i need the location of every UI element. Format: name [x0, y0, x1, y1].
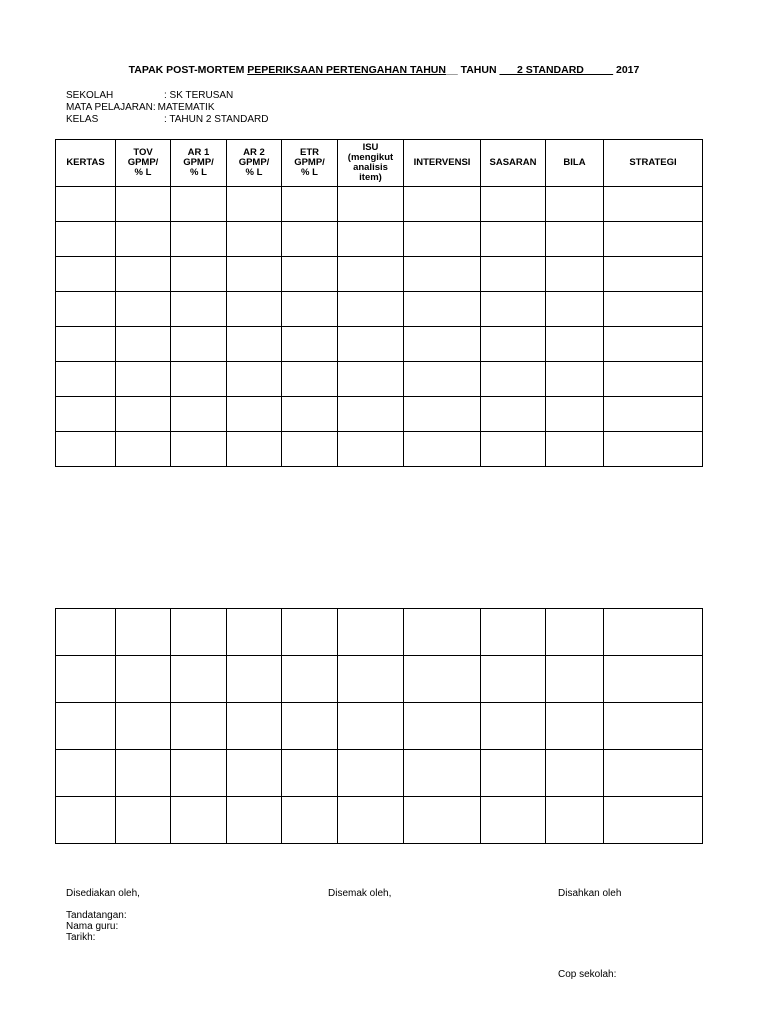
- empty-cell[interactable]: [404, 703, 481, 750]
- column-header-line: item): [359, 172, 382, 183]
- empty-cell[interactable]: [404, 609, 481, 656]
- column-header-line: AR 1: [187, 147, 210, 158]
- column-header-line: ISU: [362, 142, 379, 153]
- empty-cell[interactable]: [282, 362, 338, 397]
- column-header: [338, 140, 404, 187]
- empty-cell[interactable]: [116, 797, 171, 844]
- column-header-line: GPMP/: [127, 157, 159, 168]
- table-row: [56, 222, 703, 257]
- empty-cell[interactable]: [227, 609, 282, 656]
- empty-cell[interactable]: [56, 327, 116, 362]
- empty-cell[interactable]: [282, 327, 338, 362]
- empty-cell[interactable]: [282, 656, 338, 703]
- empty-cell[interactable]: [56, 292, 116, 327]
- empty-cell[interactable]: [116, 397, 171, 432]
- empty-cell[interactable]: [116, 750, 171, 797]
- upper-table: [55, 139, 703, 467]
- empty-cell[interactable]: [282, 797, 338, 844]
- empty-cell[interactable]: [404, 362, 481, 397]
- info-subject-label: MATA PELAJARAN:: [66, 102, 156, 113]
- table-row: [56, 656, 703, 703]
- column-header: [116, 140, 171, 187]
- title-exam-name: PEPERIKSAAN PERTENGAHAN TAHUN: [247, 64, 446, 76]
- empty-cell[interactable]: [604, 432, 703, 467]
- column-header-line: analisis: [353, 162, 388, 173]
- column-header-line: % L: [190, 167, 207, 178]
- date-label: Tarikh:: [66, 932, 96, 943]
- column-header: [546, 140, 604, 187]
- column-header: [604, 140, 703, 187]
- empty-cell[interactable]: [481, 703, 546, 750]
- empty-cell[interactable]: [481, 750, 546, 797]
- title-part-1: TAPAK POST-MORTEM: [128, 64, 248, 76]
- empty-cell[interactable]: [481, 797, 546, 844]
- empty-cell[interactable]: [338, 609, 404, 656]
- empty-cell[interactable]: [404, 257, 481, 292]
- table-row: [56, 397, 703, 432]
- column-header-line: (mengikut: [347, 152, 394, 163]
- empty-cell[interactable]: [481, 432, 546, 467]
- empty-cell[interactable]: [116, 362, 171, 397]
- empty-cell[interactable]: [338, 432, 404, 467]
- empty-cell[interactable]: [56, 187, 116, 222]
- column-header: [481, 140, 546, 187]
- empty-cell[interactable]: [404, 432, 481, 467]
- empty-cell[interactable]: [338, 222, 404, 257]
- column-header-line: GPMP/: [294, 157, 325, 168]
- empty-cell[interactable]: [56, 257, 116, 292]
- empty-cell[interactable]: [227, 257, 282, 292]
- empty-cell[interactable]: [171, 327, 227, 362]
- column-header-line: GPMP/: [238, 157, 270, 168]
- empty-cell[interactable]: [546, 609, 604, 656]
- empty-cell[interactable]: [116, 432, 171, 467]
- empty-cell[interactable]: [546, 656, 604, 703]
- empty-cell[interactable]: [404, 292, 481, 327]
- column-header: [227, 140, 282, 187]
- column-header-line: KERTAS: [66, 157, 105, 168]
- empty-cell[interactable]: [227, 362, 282, 397]
- table-row: [56, 292, 703, 327]
- empty-cell[interactable]: [116, 257, 171, 292]
- column-header: [282, 140, 338, 187]
- header-row: [56, 140, 703, 187]
- empty-cell[interactable]: [227, 397, 282, 432]
- empty-cell[interactable]: [338, 797, 404, 844]
- column-header: [56, 140, 116, 187]
- column-header-line: GPMP/: [183, 157, 214, 168]
- empty-cell[interactable]: [604, 609, 703, 656]
- empty-cell[interactable]: [116, 703, 171, 750]
- info-school: [66, 90, 233, 102]
- column-header: [171, 140, 227, 187]
- empty-cell[interactable]: [282, 292, 338, 327]
- empty-cell[interactable]: [116, 292, 171, 327]
- empty-cell[interactable]: [171, 257, 227, 292]
- lower-table: [55, 608, 703, 844]
- empty-cell[interactable]: [481, 656, 546, 703]
- empty-cell[interactable]: [171, 292, 227, 327]
- empty-cell[interactable]: [56, 609, 116, 656]
- empty-cell[interactable]: [546, 327, 604, 362]
- empty-cell[interactable]: [282, 432, 338, 467]
- empty-cell[interactable]: [116, 609, 171, 656]
- empty-cell[interactable]: [546, 292, 604, 327]
- empty-cell[interactable]: [546, 750, 604, 797]
- column-header-line: TOV: [133, 147, 153, 158]
- empty-cell[interactable]: [404, 656, 481, 703]
- table-row: [56, 257, 703, 292]
- column-header-line: % L: [301, 167, 318, 178]
- empty-cell[interactable]: [116, 656, 171, 703]
- empty-cell[interactable]: [546, 222, 604, 257]
- empty-cell[interactable]: [338, 362, 404, 397]
- empty-cell[interactable]: [481, 327, 546, 362]
- empty-cell[interactable]: [56, 222, 116, 257]
- empty-cell[interactable]: [546, 257, 604, 292]
- empty-cell[interactable]: [227, 327, 282, 362]
- column-header-line: SASARAN: [489, 157, 537, 168]
- empty-cell[interactable]: [546, 797, 604, 844]
- checked-by-label: Disemak oleh,: [328, 888, 392, 899]
- empty-cell[interactable]: [604, 797, 703, 844]
- empty-cell[interactable]: [404, 797, 481, 844]
- empty-cell[interactable]: [171, 397, 227, 432]
- info-school-value: : SK TERUSAN: [164, 90, 234, 101]
- empty-cell[interactable]: [227, 222, 282, 257]
- teacher-name-label: Nama guru:: [66, 921, 119, 932]
- empty-cell[interactable]: [171, 797, 227, 844]
- empty-cell[interactable]: [604, 327, 703, 362]
- column-header-line: % L: [134, 167, 152, 178]
- empty-cell[interactable]: [338, 656, 404, 703]
- empty-cell[interactable]: [227, 292, 282, 327]
- empty-cell[interactable]: [604, 656, 703, 703]
- empty-cell[interactable]: [338, 292, 404, 327]
- table-row: [56, 750, 703, 797]
- empty-cell[interactable]: [481, 292, 546, 327]
- column-header: [404, 140, 481, 187]
- empty-cell[interactable]: [338, 257, 404, 292]
- empty-cell[interactable]: [227, 750, 282, 797]
- empty-cell[interactable]: [338, 327, 404, 362]
- empty-cell[interactable]: [546, 187, 604, 222]
- empty-cell[interactable]: [282, 750, 338, 797]
- empty-cell[interactable]: [481, 609, 546, 656]
- empty-cell[interactable]: [171, 432, 227, 467]
- empty-cell[interactable]: [481, 362, 546, 397]
- signature-label: Tandatangan:: [66, 910, 127, 921]
- empty-cell[interactable]: [171, 750, 227, 797]
- school-stamp-label: Cop sekolah:: [558, 969, 617, 980]
- empty-cell[interactable]: [171, 656, 227, 703]
- empty-cell[interactable]: [481, 187, 546, 222]
- empty-cell[interactable]: [282, 703, 338, 750]
- info-class-label: KELAS: [66, 114, 99, 125]
- info-school-label: SEKOLAH: [66, 90, 114, 101]
- table-row: [56, 362, 703, 397]
- empty-cell[interactable]: [404, 397, 481, 432]
- title-year: 2017: [613, 64, 640, 76]
- table-row: [56, 703, 703, 750]
- empty-cell[interactable]: [56, 362, 116, 397]
- info-class: [66, 114, 268, 126]
- empty-cell[interactable]: [171, 362, 227, 397]
- empty-cell[interactable]: [604, 187, 703, 222]
- empty-cell[interactable]: [227, 187, 282, 222]
- empty-cell[interactable]: [116, 222, 171, 257]
- table-row: [56, 327, 703, 362]
- empty-cell[interactable]: [546, 362, 604, 397]
- empty-cell[interactable]: [227, 432, 282, 467]
- empty-cell[interactable]: [338, 750, 404, 797]
- empty-cell[interactable]: [116, 187, 171, 222]
- empty-cell[interactable]: [282, 187, 338, 222]
- info-class-value: : TAHUN 2 STANDARD: [164, 114, 269, 125]
- column-header-line: % L: [245, 167, 263, 178]
- table-row: [56, 432, 703, 467]
- empty-cell[interactable]: [604, 222, 703, 257]
- table-row: [56, 187, 703, 222]
- title-part-3: __ TAHUN: [445, 64, 500, 76]
- empty-cell[interactable]: [227, 797, 282, 844]
- empty-cell[interactable]: [56, 397, 116, 432]
- info-subject: [66, 102, 215, 114]
- empty-cell[interactable]: [116, 327, 171, 362]
- empty-cell[interactable]: [404, 187, 481, 222]
- empty-cell[interactable]: [227, 656, 282, 703]
- empty-cell[interactable]: [282, 222, 338, 257]
- prepared-by-label: Disediakan oleh,: [66, 888, 140, 899]
- empty-cell[interactable]: [171, 187, 227, 222]
- title-class: ___2 STANDARD_____: [499, 64, 614, 76]
- column-header-line: STRATEGI: [629, 157, 677, 168]
- empty-cell[interactable]: [604, 362, 703, 397]
- empty-cell[interactable]: [338, 397, 404, 432]
- column-header-line: BILA: [563, 157, 586, 168]
- empty-cell[interactable]: [282, 609, 338, 656]
- empty-cell[interactable]: [171, 703, 227, 750]
- empty-cell[interactable]: [56, 656, 116, 703]
- empty-cell[interactable]: [604, 257, 703, 292]
- empty-cell[interactable]: [604, 397, 703, 432]
- empty-cell[interactable]: [404, 327, 481, 362]
- empty-cell[interactable]: [56, 797, 116, 844]
- empty-cell[interactable]: [404, 750, 481, 797]
- empty-cell[interactable]: [481, 397, 546, 432]
- empty-cell[interactable]: [338, 187, 404, 222]
- approved-by-label: Disahkan oleh: [558, 888, 622, 899]
- empty-cell[interactable]: [546, 703, 604, 750]
- empty-cell[interactable]: [56, 750, 116, 797]
- empty-cell[interactable]: [604, 703, 703, 750]
- info-subject-value: MATEMATIK: [157, 102, 215, 113]
- empty-cell[interactable]: [404, 222, 481, 257]
- empty-cell[interactable]: [56, 703, 116, 750]
- empty-cell[interactable]: [282, 257, 338, 292]
- empty-cell[interactable]: [338, 703, 404, 750]
- empty-cell[interactable]: [171, 222, 227, 257]
- table-row: [56, 797, 703, 844]
- column-header-line: ETR: [300, 147, 319, 158]
- column-header-line: AR 2: [243, 147, 265, 158]
- empty-cell[interactable]: [546, 432, 604, 467]
- empty-cell[interactable]: [546, 397, 604, 432]
- empty-cell[interactable]: [282, 397, 338, 432]
- empty-cell[interactable]: [171, 609, 227, 656]
- empty-cell[interactable]: [481, 222, 546, 257]
- empty-cell[interactable]: [481, 257, 546, 292]
- table-row: [56, 609, 703, 656]
- empty-cell[interactable]: [227, 703, 282, 750]
- page-title: [0, 64, 768, 76]
- column-header-line: INTERVENSI: [413, 157, 471, 168]
- empty-cell[interactable]: [604, 750, 703, 797]
- empty-cell[interactable]: [56, 432, 116, 467]
- empty-cell[interactable]: [604, 292, 703, 327]
